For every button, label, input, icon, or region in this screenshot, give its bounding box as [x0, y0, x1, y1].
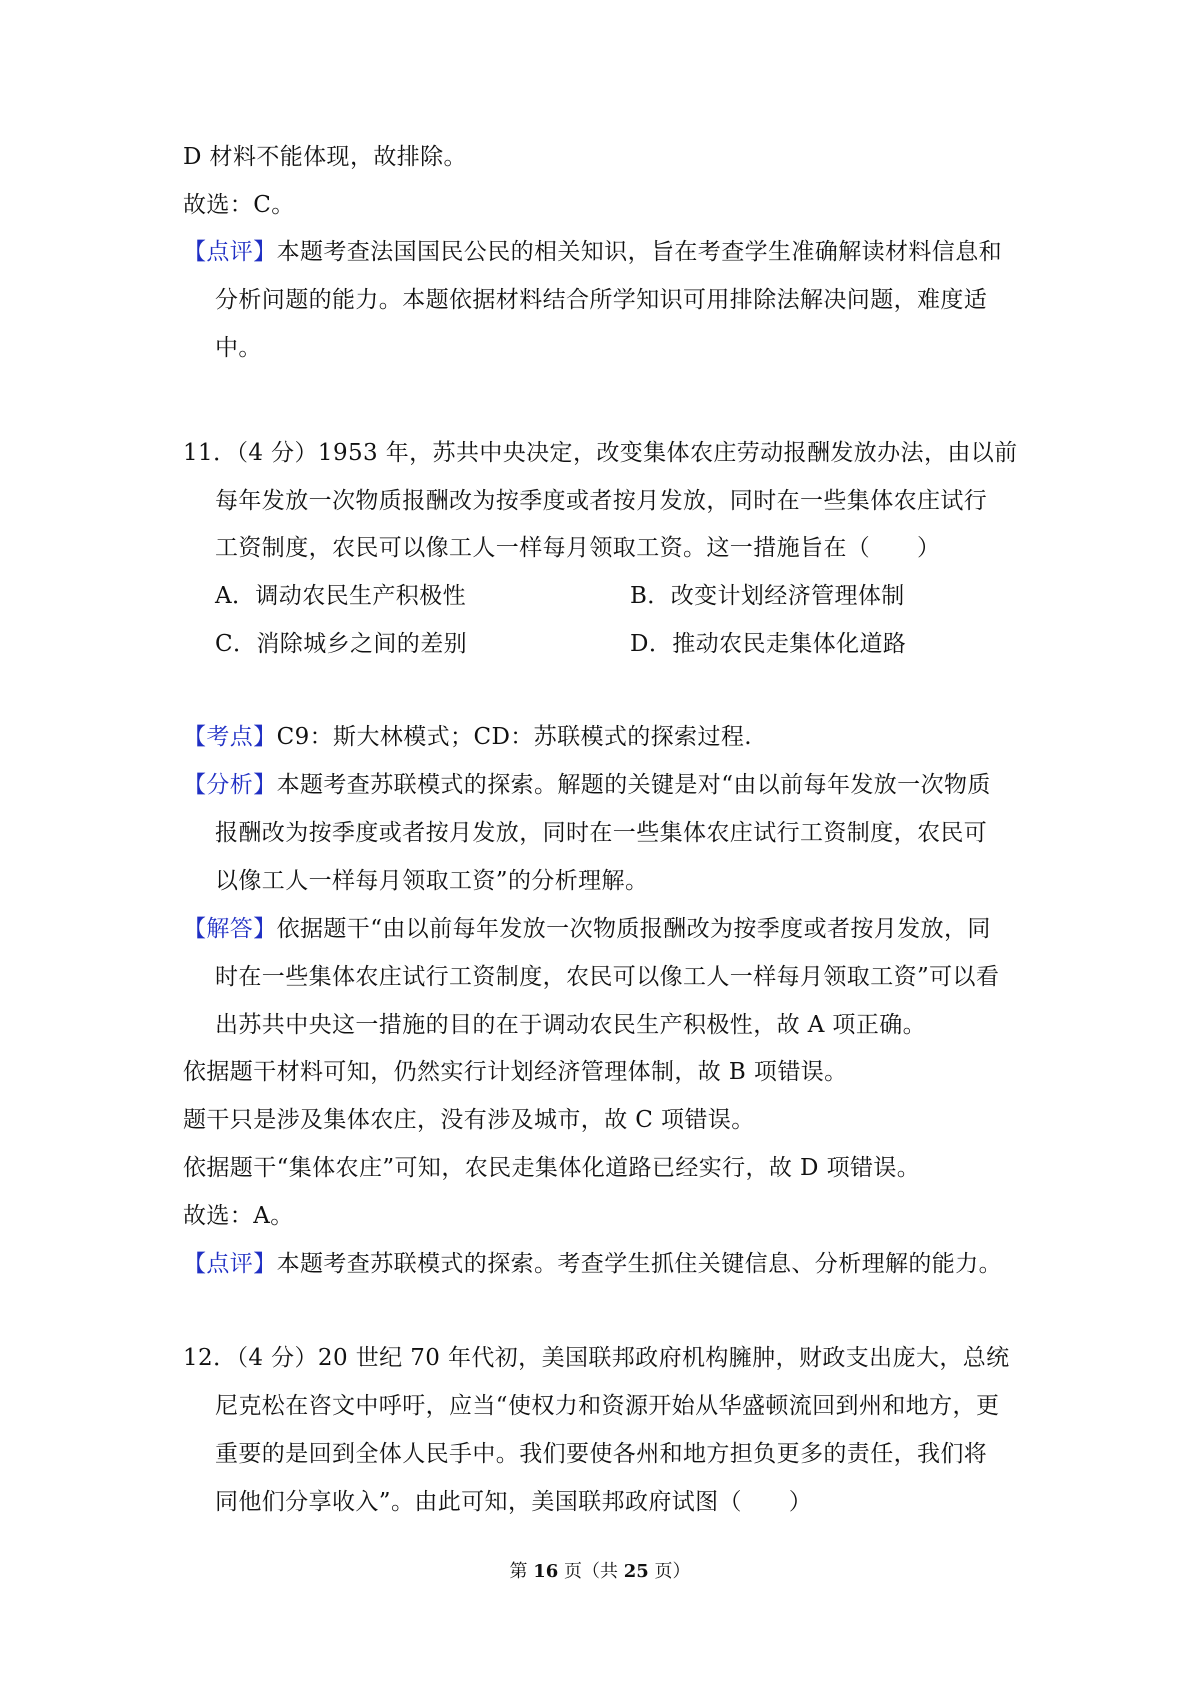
comment-line-1 [183, 237, 1002, 267]
option-c: C．消除城乡之间的差别 [215, 631, 467, 657]
question-11-stem-line-1: 11．（4 分）1953 年，苏共中央决定，改变集体农庄劳动报酬发放办法，由以前 [183, 440, 1018, 466]
d-option-explanation: D 材料不能体现，故排除。 [183, 144, 467, 170]
dianping-text: 本题考查苏联模式的探索。考查学生抓住关键信息、分析理解的能力。 [276, 1251, 1003, 1277]
footer-prefix: 第 [509, 1561, 528, 1582]
kaodian-text: C9：斯大林模式；CD：苏联模式的探索过程. [276, 724, 752, 750]
answer-line-11: 故选：A。 [183, 1203, 294, 1229]
jieda-tag: 【解答】 [183, 916, 277, 942]
jieda-text: 依据题干“由以前每年发放一次物质报酬改为按季度或者按月发放，同 [276, 916, 991, 942]
answer-line: 故选：C。 [183, 192, 295, 218]
dianping-tag: 【点评】 [183, 1251, 277, 1277]
fenxi-tag: 【分析】 [183, 772, 277, 798]
explanation-c: 题干只是涉及集体农庄，没有涉及城市，故 C 项错误。 [183, 1107, 755, 1133]
footer-suffix: 页） [654, 1561, 691, 1582]
option-d: D．推动农民走集体化道路 [630, 631, 907, 657]
comment-tag: 【点评】 [183, 239, 277, 265]
option-a: A．调动农民生产积极性 [215, 583, 467, 609]
fenxi-text: 本题考查苏联模式的探索。解题的关键是对“由以前每年发放一次物质 [276, 772, 991, 798]
option-b: B．改变计划经济管理体制 [630, 583, 905, 609]
fenxi-line-3: 以像工人一样每月领取工资”的分析理解。 [215, 868, 649, 894]
comment-line-2: 分析问题的能力。本题依据材料结合所学知识可用排除法解决问题，难度适 [215, 287, 988, 313]
kaodian-line [183, 722, 752, 752]
dianping-line [183, 1249, 1002, 1279]
footer-mid: 页（共 [564, 1561, 618, 1582]
question-12-stem-line-4: 同他们分享收入”。由此可知，美国联邦政府试图（ ） [215, 1489, 813, 1515]
explanation-b: 依据题干材料可知，仍然实行计划经济管理体制，故 B 项错误。 [183, 1059, 848, 1085]
total-page-number: 25 [623, 1561, 649, 1582]
comment-line-3: 中。 [215, 335, 262, 361]
current-page-number: 16 [533, 1561, 559, 1582]
fenxi-line-2: 报酬改为按季度或者按月发放，同时在一些集体农庄试行工资制度，农民可 [215, 820, 988, 846]
fenxi-line-1 [183, 770, 991, 800]
jieda-line-2: 时在一些集体农庄试行工资制度，农民可以像工人一样每月领取工资”可以看 [215, 964, 1000, 990]
question-12-stem-line-1: 12．（4 分）20 世纪 70 年代初，美国联邦政府机构臃肿，财政支出庞大，总统 [183, 1345, 1010, 1371]
page-footer [0, 1560, 1200, 1584]
question-12-stem-line-2: 尼克松在咨文中呼吁，应当“使权力和资源开始从华盛顿流回到州和地方，更 [215, 1393, 1000, 1419]
jieda-line-3: 出苏共中央这一措施的目的在于调动农民生产积极性，故 A 项正确。 [215, 1012, 927, 1038]
question-11-stem-line-3: 工资制度，农民可以像工人一样每月领取工资。这一措施旨在（ ） [215, 535, 941, 561]
kaodian-tag: 【考点】 [183, 724, 277, 750]
explanation-d: 依据题干“集体农庄”可知，农民走集体化道路已经实行，故 D 项错误。 [183, 1155, 921, 1181]
question-11-stem-line-2: 每年发放一次物质报酬改为按季度或者按月发放，同时在一些集体农庄试行 [215, 488, 988, 514]
question-12-stem-line-3: 重要的是回到全体人民手中。我们要使各州和地方担负更多的责任，我们将 [215, 1441, 988, 1467]
comment-text: 本题考查法国国民公民的相关知识，旨在考查学生准确解读材料信息和 [276, 239, 1003, 265]
jieda-line-1 [183, 914, 991, 944]
